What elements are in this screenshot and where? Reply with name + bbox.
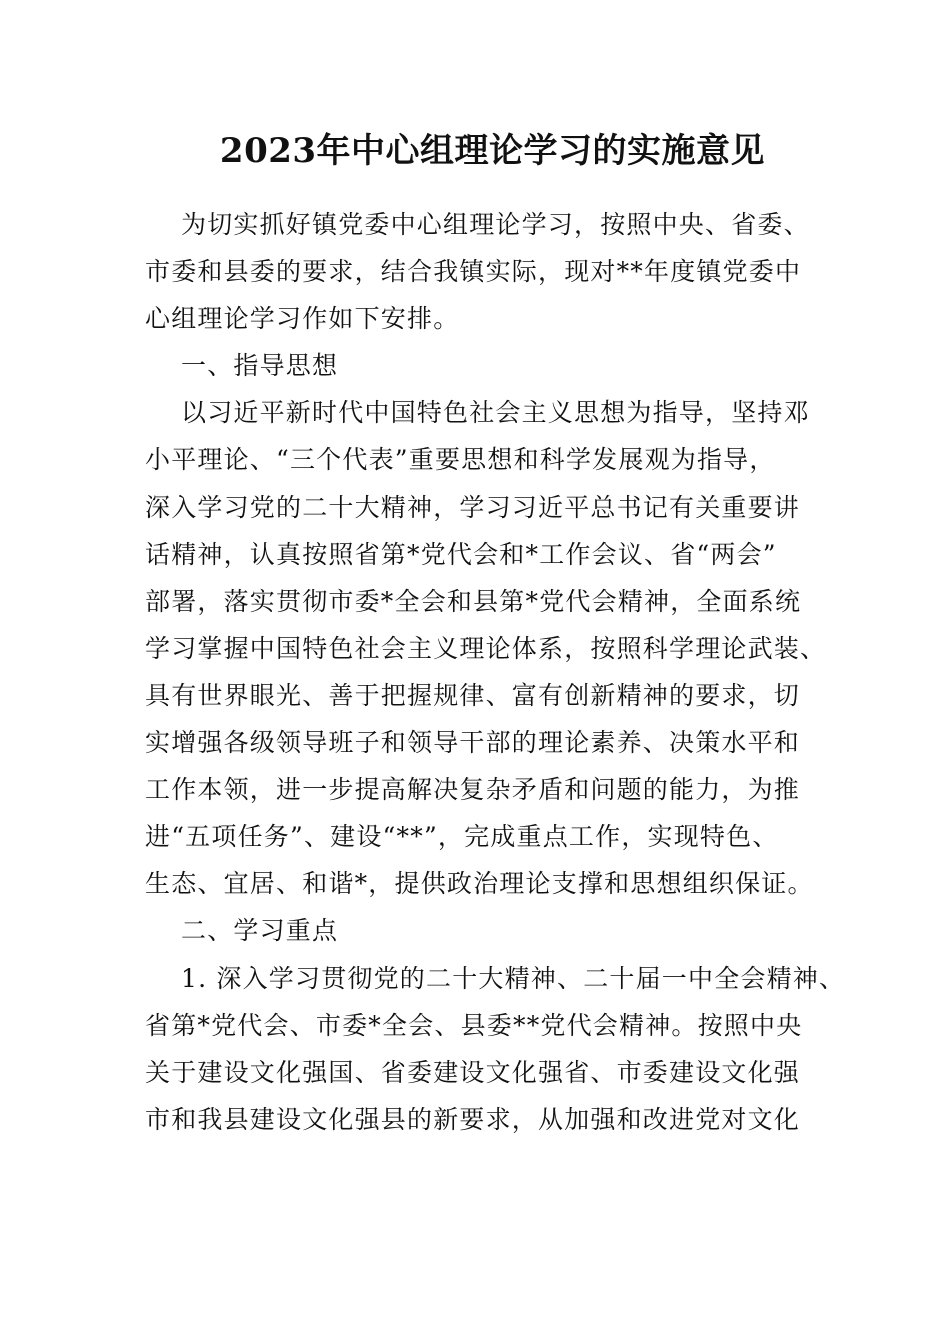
text-line: 市和我县建设文化强县的新要求，从加强和改进党对文化 — [145, 1104, 801, 1134]
text-line: 省第*党代会、市委*全会、县委**党代会精神。按照中央 — [145, 1010, 803, 1040]
text-line: 关于建设文化强国、省委建设文化强省、市委建设文化强 — [145, 1057, 801, 1087]
text-line: 生态、宜居、和谐*，提供政治理论支撑和思想组织保证。 — [145, 869, 814, 899]
text-line: 实增强各级领导班子和领导干部的理论素养、决策水平和 — [145, 728, 801, 758]
text-line: 心组理论学习作如下安排。 — [145, 304, 460, 334]
document-body — [145, 205, 846, 1147]
text-line: 一、指导思想 — [181, 351, 339, 381]
text-line: 市委和县委的要求，结合我镇实际，现对**年度镇党委中 — [145, 257, 802, 287]
text-line: 1. 深入学习贯彻党的二十大精神、二十届一中全会精神、 — [181, 963, 846, 993]
text-line: 工作本领，进一步提高解决复杂矛盾和问题的能力，为推 — [145, 775, 801, 805]
document-title: 2023年中心组理论学习的实施意见 — [219, 131, 766, 171]
text-line: 学习掌握中国特色社会主义理论体系，按照科学理论武装、 — [145, 633, 827, 663]
text-line: 话精神，认真按照省第*党代会和*工作会议、省“两会” — [145, 539, 777, 569]
text-line: 二、学习重点 — [181, 916, 339, 946]
text-line: 深入学习党的二十大精神，学习习近平总书记有关重要讲 — [145, 492, 801, 522]
text-line: 进“五项任务”、建设“**”，完成重点工作，实现特色、 — [145, 822, 779, 852]
text-line: 小平理论、“三个代表”重要思想和科学发展观为指导， — [145, 445, 776, 475]
text-line: 为切实抓好镇党委中心组理论学习，按照中央、省委、 — [181, 210, 810, 239]
text-line: 以习近平新时代中国特色社会主义思想为指导，坚持邓 — [181, 398, 810, 428]
text-line: 具有世界眼光、善于把握规律、富有创新精神的要求，切 — [145, 680, 801, 710]
text-line: 部署，落实贯彻市委*全会和县第*党代会精神，全面系统 — [145, 586, 802, 616]
